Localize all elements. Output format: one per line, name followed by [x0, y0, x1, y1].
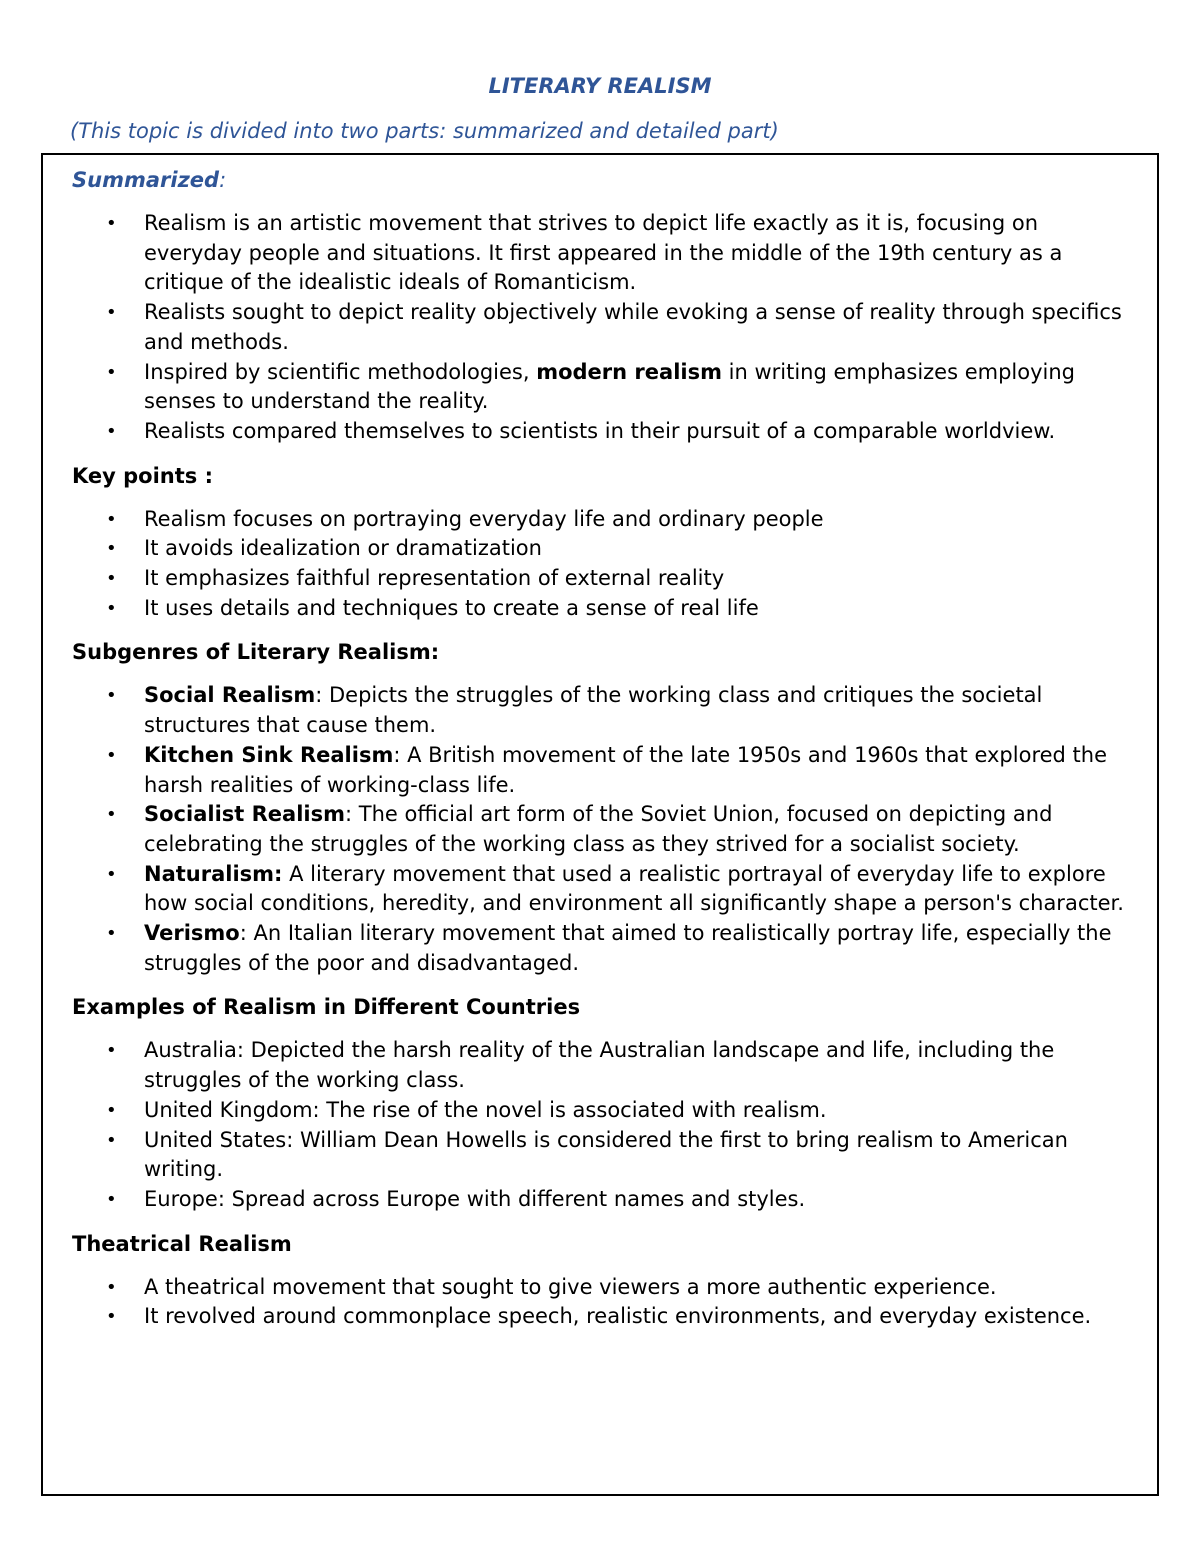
bullet-icon: •: [106, 744, 117, 766]
bullet-icon: •: [106, 685, 117, 707]
bullet-icon: •: [106, 923, 117, 945]
list-item: [72, 505, 1142, 535]
list-item: [72, 358, 1142, 417]
subgenre-description: : An Italian literary movement that aimed to realistically portray life, especially the struggles of the poor and disadvantaged.: [144, 921, 1112, 975]
subgenre-description: : Depicts the struggles of the working class and critiques the societal structures that cause them.: [144, 683, 1043, 738]
list-item: [72, 860, 1142, 919]
summarized-heading-label: Summarized: [72, 168, 220, 192]
list-item: [72, 1126, 1142, 1185]
list-item: [72, 1302, 1142, 1332]
list-item: [72, 1096, 1142, 1126]
theatrical-heading: Theatrical Realism: [72, 1231, 292, 1256]
bullet-icon: •: [106, 597, 117, 619]
bullet-icon: •: [106, 420, 117, 442]
summarized-heading: [72, 165, 1142, 195]
list-item-text: A theatrical movement that sought to give viewers a more authentic experience.: [144, 1274, 997, 1299]
list-item: [72, 800, 1142, 859]
list-item-text: Realists compared themselves to scientists in their pursuit of a comparable worldview.: [144, 418, 1056, 443]
theatrical-list: [72, 1273, 1142, 1332]
bullet-icon: •: [106, 1099, 117, 1121]
list-item-text: United States: William Dean Howells is considered the first to bring realism to American writing.: [144, 1127, 1068, 1182]
content-box: [41, 153, 1159, 1496]
list-item: [72, 564, 1142, 594]
page-title: LITERARY REALISM: [488, 74, 712, 98]
subgenre-description: : The official art form of the Soviet Union, focused on depicting and celebrating the struggles of the working class as they strived for a socialist society.: [144, 802, 1053, 856]
list-item: [72, 298, 1142, 357]
key-points-list: [72, 505, 1142, 624]
bullet-icon: •: [106, 804, 117, 826]
list-item-text-post: in writing emphasizes employing senses to understand the reality.: [144, 359, 1076, 414]
list-item: [72, 1036, 1142, 1095]
bullet-icon: •: [106, 1306, 117, 1328]
list-item: [72, 1273, 1142, 1303]
subgenre-name: Verismo: [144, 921, 240, 946]
list-item: [72, 681, 1142, 740]
bullet-icon: •: [106, 1188, 117, 1210]
bullet-icon: •: [106, 1040, 117, 1062]
subgenre-name: Kitchen Sink Realism: [144, 742, 394, 767]
list-item-text-bold: modern realism: [536, 359, 722, 384]
list-item-text: It avoids idealization or dramatization: [144, 536, 542, 561]
examples-heading: Examples of Realism in Different Countries: [72, 995, 581, 1020]
list-item-text-pre: Inspired by scientific methodologies,: [144, 359, 537, 384]
list-item-text: Australia: Depicted the harsh reality of the Australian landscape and life, including the struggles of the working class.: [144, 1038, 1055, 1093]
subgenre-description: : A British movement of the late 1950s and 1960s that explored the harsh realities of working-class life.: [144, 742, 1107, 797]
list-item: [72, 209, 1142, 298]
bullet-icon: •: [106, 1276, 117, 1298]
bullet-icon: •: [106, 863, 117, 885]
list-item-text: Realism is an artistic movement that strives to depict life exactly as it is, focusing on everyday people and situations. It first appeared in the middle of the 19th century as a critique of the idealistic ideals of Romanticism.: [144, 211, 1063, 295]
list-item: [72, 594, 1142, 624]
subgenres-heading: Subgenres of Literary Realism:: [72, 640, 440, 665]
list-item-text: Realists sought to depict reality objectively while evoking a sense of reality through specifics and methods.: [144, 300, 1122, 354]
bullet-icon: •: [106, 508, 117, 530]
list-item: [72, 741, 1142, 800]
subgenre-name: Socialist Realism: [144, 802, 345, 827]
list-item: [72, 417, 1142, 447]
key-points-heading: Key points :: [72, 463, 214, 488]
page-subtitle: (This topic is divided into two parts: summarized and detailed part): [70, 119, 779, 143]
examples-list: [72, 1036, 1142, 1214]
bullet-icon: •: [106, 538, 117, 560]
summarized-list: [72, 209, 1142, 447]
bullet-icon: •: [106, 361, 117, 383]
subgenre-name: Social Realism: [144, 683, 316, 708]
subgenre-description: A literary movement that used a realistic portrayal of everyday life to explore how social conditions, heredity, and environment all significantly shape a person's character.: [144, 861, 1124, 916]
content-area: [72, 165, 1142, 1346]
bullet-icon: •: [106, 568, 117, 590]
subgenre-name: Naturalism:: [144, 861, 283, 886]
summarized-heading-colon: :: [219, 168, 227, 192]
bullet-icon: •: [106, 302, 117, 324]
bullet-icon: •: [106, 1129, 117, 1151]
list-item: [72, 919, 1142, 978]
bullet-icon: •: [106, 213, 117, 234]
list-item: [72, 1185, 1142, 1215]
list-item-text: United Kingdom: The rise of the novel is associated with realism.: [144, 1097, 827, 1122]
list-item-text: Realism focuses on portraying everyday life and ordinary people: [144, 506, 824, 531]
list-item-text: It uses details and techniques to create a sense of real life: [144, 595, 759, 620]
subgenres-list: [72, 681, 1142, 978]
list-item: [72, 534, 1142, 564]
list-item-text: Europe: Spread across Europe with different names and styles.: [144, 1186, 806, 1211]
list-item-text: It revolved around commonplace speech, realistic environments, and everyday existence.: [144, 1304, 1092, 1329]
list-item-text: It emphasizes faithful representation of external reality: [144, 566, 725, 591]
